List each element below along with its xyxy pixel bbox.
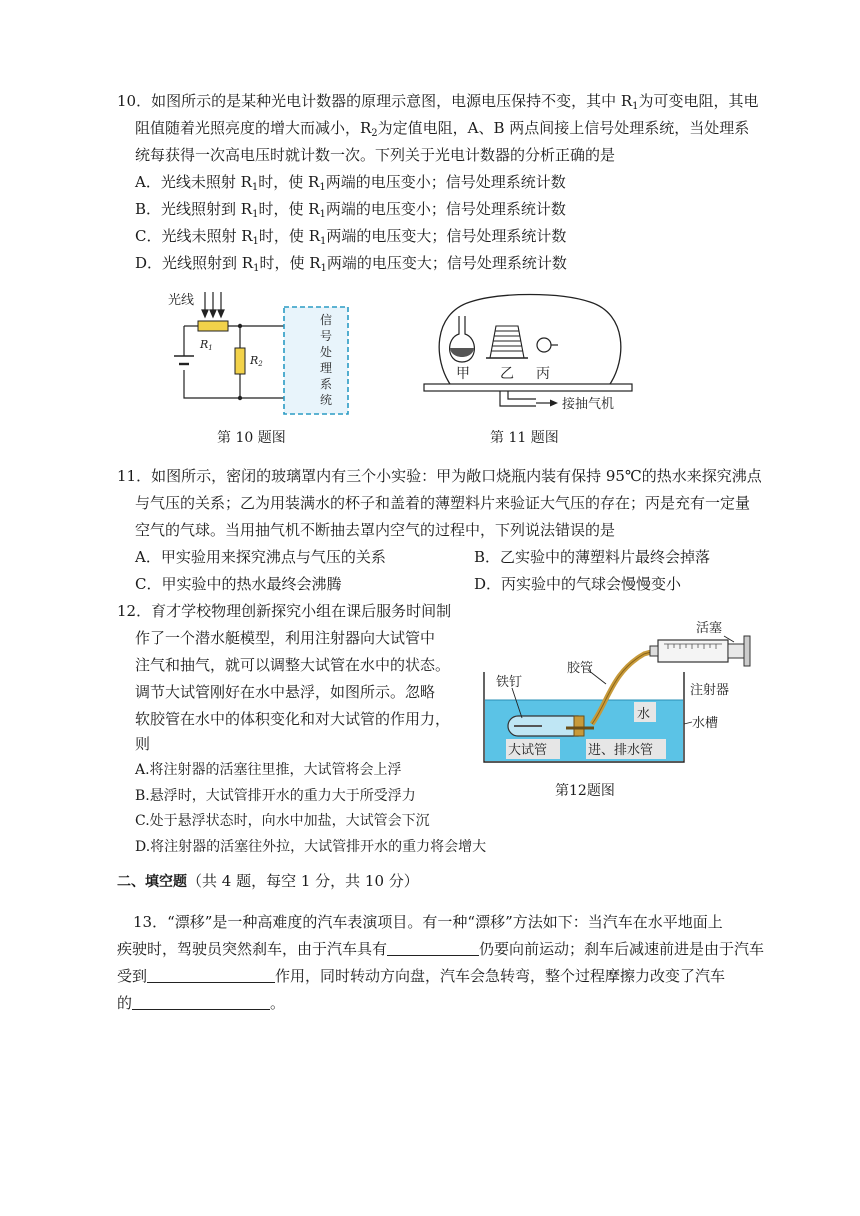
q13-stem-line-1: 13．“漂移”是一种高难度的汽车表演项目。有一种“漂移”方法如下：当汽车在水平地面上 bbox=[133, 913, 723, 931]
q12-option-b[interactable]: B.悬浮时，大试管排开水的重力大于所受浮力 bbox=[135, 788, 416, 804]
q11-stem-line-3: 空气的气球。当用抽气机不断抽去罩内空气的过程中，下列说法错误的是 bbox=[135, 521, 616, 539]
q11-option-c[interactable]: C．甲实验中的热水最终会沸腾 bbox=[135, 575, 342, 593]
label-syringe: 注射器 bbox=[690, 683, 730, 698]
q11-stem-line-2: 与气压的关系；乙为用装满水的杯子和盖着的薄塑料片来验证大气压的存在；丙是充有一定量 bbox=[135, 494, 751, 512]
pump-label: 接抽气机 bbox=[562, 397, 615, 412]
q11-option-a[interactable]: A．甲实验用来探究沸点与气压的关系 bbox=[135, 548, 386, 566]
q13-blank-2[interactable] bbox=[147, 966, 275, 983]
q13-blank-1[interactable] bbox=[387, 939, 479, 956]
q12-stem-line-5: 软胶管在水中的体积变化和对大试管的作用力， bbox=[135, 710, 451, 728]
q13-stem-line-3: 受到 作用，同时转动方向盘，汽车会急转弯，整个过程摩擦力改变了汽车 bbox=[117, 967, 726, 985]
q11-figure-caption: 第 11 题图 bbox=[490, 430, 559, 446]
label-tube: 大试管 bbox=[508, 743, 548, 758]
q10-option-c[interactable]: C．光线未照射 $R_1$时，使 $R_1$两端的电压变大；信号处理系统计数 bbox=[135, 227, 567, 247]
q12-stem-line-6: 则 bbox=[135, 735, 151, 753]
q10-option-b[interactable]: B．光线照射到 $R_1$时，使 $R_1$两端的电压变小；信号处理系统计数 bbox=[135, 200, 566, 220]
label-bing: 丙 bbox=[536, 366, 550, 382]
stopper bbox=[574, 716, 584, 736]
q13-stem-line-4: 的 。 bbox=[117, 994, 286, 1012]
base-plate bbox=[424, 384, 632, 391]
balloon-icon bbox=[537, 338, 558, 352]
section-2-heading: 二、填空题（共 4 题，每空 1 分，共 10 分） bbox=[117, 872, 419, 890]
q12-submarine-figure bbox=[478, 612, 768, 772]
light-arrows bbox=[202, 292, 224, 317]
label-tank: 水槽 bbox=[692, 716, 719, 731]
system-char: 统 bbox=[320, 393, 333, 407]
light-label: 光线 bbox=[168, 293, 195, 308]
q13-blank-3[interactable] bbox=[132, 993, 270, 1010]
junction-dot bbox=[238, 324, 242, 328]
r2-resistor bbox=[235, 348, 245, 374]
system-char: 信 bbox=[320, 313, 333, 327]
arrow-right-icon bbox=[550, 400, 558, 407]
label-water: 水 bbox=[637, 707, 651, 722]
label-jia: 甲 bbox=[456, 366, 470, 382]
q10-figure-caption: 第 10 题图 bbox=[217, 430, 286, 446]
junction-dot bbox=[238, 396, 242, 400]
q12-stem-line-4: 调节大试管刚好在水中悬浮，如图所示。忽略 bbox=[135, 683, 436, 701]
q12-option-c[interactable]: C.处于悬浮状态时，向水中加盐，大试管会下沉 bbox=[135, 813, 430, 829]
r1-label: R1 bbox=[200, 338, 213, 352]
syringe bbox=[650, 636, 750, 666]
q12-option-d[interactable]: D.将注射器的活塞往外拉，大试管排开水的重力将会增大 bbox=[135, 839, 487, 855]
q11-belljar-figure bbox=[420, 290, 640, 420]
q10-stem-line-1: 10．如图所示的是某种光电计数器的原理示意图，电源电压保持不变，其中 $R_1$为可变电阻，其电 bbox=[117, 92, 759, 112]
r1-resistor bbox=[198, 321, 228, 331]
q10-option-a[interactable]: A．光线未照射 $R_1$时，使 $R_1$两端的电压变小；信号处理系统计数 bbox=[135, 173, 566, 193]
r2-label: R2 bbox=[250, 354, 263, 368]
q11-option-d[interactable]: D．丙实验中的气球会慢慢变小 bbox=[474, 575, 682, 593]
pump-pipe bbox=[500, 391, 536, 406]
label-nail: 铁钉 bbox=[496, 675, 523, 690]
system-char: 系 bbox=[320, 377, 333, 391]
label-piston: 活塞 bbox=[696, 621, 723, 636]
q12-option-a[interactable]: A.将注射器的活塞往里推，大试管将会上浮 bbox=[135, 762, 402, 778]
q12-stem-line-1: 12．育才学校物理创新探究小组在课后服务时间制 bbox=[117, 602, 452, 620]
q12-stem-line-3: 注气和抽气，就可以调整大试管在水中的状态。 bbox=[135, 656, 451, 674]
label-hose: 胶管 bbox=[567, 661, 594, 676]
q10-stem-line-3: 统每获得一次高电压时就计数一次。下列关于光电计数器的分析正确的是 bbox=[135, 146, 616, 164]
q11-stem-line-1: 11．如图所示，密闭的玻璃罩内有三个小实验：甲为敞口烧瓶内装有保持 95℃的热水来探究沸点 bbox=[117, 467, 762, 485]
q10-option-d[interactable]: D．光线照射到 $R_1$时，使 $R_1$两端的电压变大；信号处理系统计数 bbox=[135, 254, 567, 274]
system-char: 号 bbox=[320, 329, 333, 343]
test-tube bbox=[508, 716, 578, 736]
system-char: 处 bbox=[320, 345, 333, 359]
battery-icon bbox=[174, 356, 194, 364]
q13-stem-line-2: 疾驶时，驾驶员突然刹车，由于汽车具有 仍要向前运动；刹车后减速前进是由于汽车 bbox=[117, 940, 765, 958]
flask-icon bbox=[450, 316, 475, 362]
label-inout: 进、排水管 bbox=[588, 743, 654, 758]
q12-stem-line-2: 作了一个潜水艇模型，利用注射器向大试管中 bbox=[135, 629, 436, 647]
q10-circuit-figure bbox=[160, 288, 360, 418]
cup-icon bbox=[486, 326, 528, 358]
q11-option-b[interactable]: B．乙实验中的薄塑料片最终会掉落 bbox=[474, 548, 711, 566]
label-yi: 乙 bbox=[500, 366, 514, 382]
q12-figure-caption: 第12题图 bbox=[555, 783, 615, 799]
signal-system-box bbox=[284, 307, 348, 414]
q10-stem-line-2: 阻值随着光照亮度的增大而减小，$R_2$为定值电阻，A、B 两点间接上信号处理系统，当处理系 bbox=[135, 119, 750, 139]
system-char: 理 bbox=[320, 361, 333, 375]
